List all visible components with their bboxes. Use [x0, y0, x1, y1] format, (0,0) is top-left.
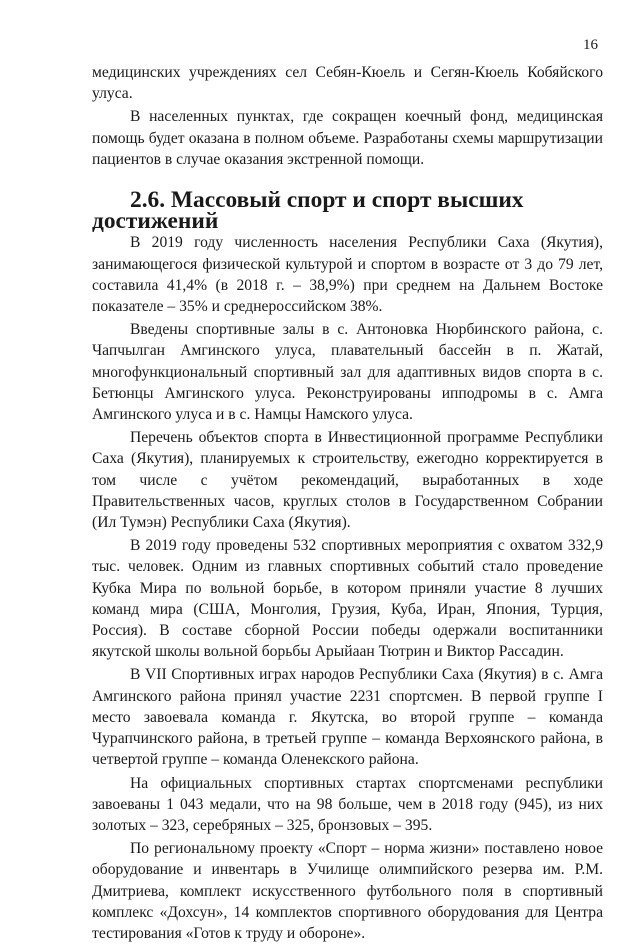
paragraph-regional-project: По региональному проекту «Спорт – норма жизни» поставлено новое оборудование и инвентарь в Училище олимпийского резерва им. Р.М. Дмитриева, комплект искусственного футбольного поля в спортивный комплекс «Дохсун», 14 комплектов спортивного оборудования для Центра тестирования «Готов к труду и обороне». — [92, 840, 603, 942]
paragraph-medals: На официальных спортивных стартах спортсменами республики завоеваны 1 043 медали, что на 98 больше, чем в 2018 году (945), из них золотых – 323, серебряных – 325, бронзовых – 395. — [92, 774, 603, 834]
paragraph-medical-care: В населенных пунктах, где сокращен коечный фонд, медицинская помощь будет оказана в полном объеме. Разработаны схемы маршрутизации пациентов в случае оказания экстренной помощи. — [92, 108, 603, 168]
paragraph-continued: медицинских учреждениях сел Себян-Кюель и Сегян-Кюель Кобяйского улуса. — [92, 64, 603, 103]
document-body — [92, 62, 603, 946]
paragraph-sport-events: В 2019 году проведены 532 спортивных мероприятия с охватом 332,9 тыс. человек. Одним из главных спортивных событий стало проведение Кубка Мира по вольной борьбе, в котором приняли участие 8 лучших команд мира (США, Монголия, Грузия, Куба, Иран, Япония, Турция, Россия). В составе сборной России победы одержали воспитанники якутской школы вольной борьбы Арыйаан Тютрин и Виктор Рассадин. — [92, 537, 603, 661]
paragraph-sport-games: В VII Спортивных играх народов Республики Саха (Якутия) в с. Амга Амгинского района принял участие 2231 спортсмен. В первой группе I место завоевала команда г. Якутска, во второй группе – команда Чурапчинского района, в третьей группе – команда Верхоянского района, в четвертой группе – команда Оленекского района. — [92, 666, 603, 769]
section-heading: 2.6. Массовый спорт и спорт высших достижений — [92, 187, 524, 235]
paragraph-investment-program: Перечень объектов спорта в Инвестиционной программе Республики Саха (Якутия), планируемых к строительству, ежегодно корректируется в том числе с учётом рекомендаций, выработанных в ходе Правительственных часов, круглых столов в Государственном Собрании (Ил Тумэн) Республики Саха (Якутия). — [92, 429, 603, 532]
page-number: 16 — [583, 37, 598, 53]
paragraph-new-sport-facilities: Введены спортивные залы в с. Антоновка Нюрбинского района, с. Чапчылган Амгинского улуса, плавательный бассейн в п. Жатай, многофункциональный спортивный зал для адаптивных видов спорта в с. Бетюнцы Амгинского улуса. Реконструированы ипподромы в с. Амга Амгинского улуса и в с. Намцы Намского улуса. — [92, 321, 603, 424]
paragraph-population-sport-share: В 2019 году численность населения Республики Саха (Якутия), занимающегося физической культурой и спортом в возрасте от 3 до 79 лет, составила 41,4% (в 2018 г. – 38,9%) при среднем на Дальнем Востоке показателе – 35% и среднероссийском 38%. — [92, 234, 603, 316]
